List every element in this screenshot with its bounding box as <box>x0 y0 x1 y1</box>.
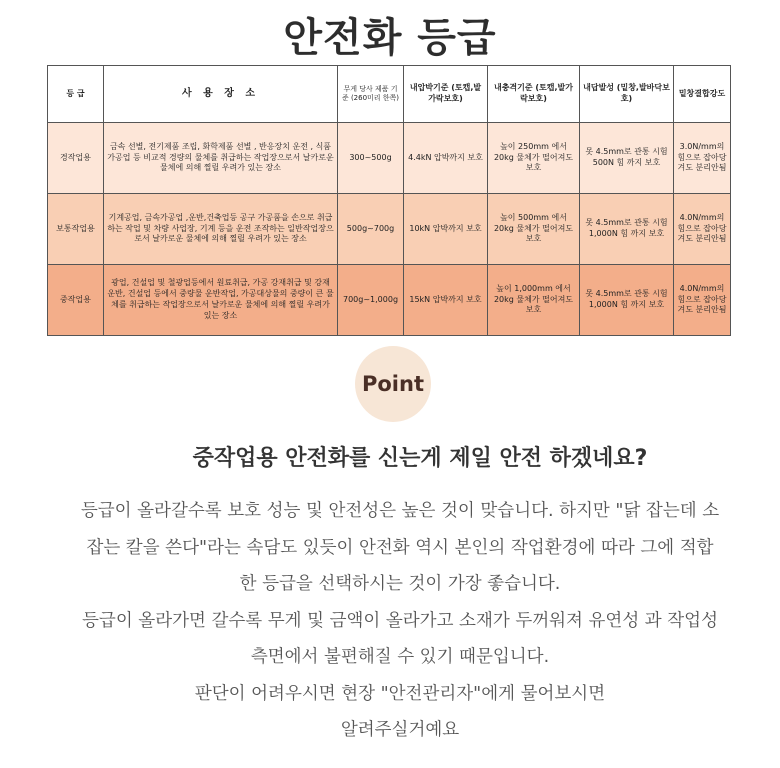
body-line: 등급이 올라갈수록 보호 성능 및 안전성은 높은 것이 맞습니다. 하지만 "닭 잡는데 소 <box>80 501 720 521</box>
table-row <box>48 194 731 265</box>
compression-cell: 10kN 압박까지 보호 <box>404 194 488 265</box>
header-impact: 내충격기준 (토캡,발가락보호) <box>488 66 580 123</box>
body-line: 측면에서 불편해질 수 있기 때문입니다. <box>250 647 550 667</box>
explanation-text <box>40 493 760 749</box>
header-bond: 밑창결합강도 <box>674 66 731 123</box>
place-cell: 금속 선별, 전기제품 조립, 화학제품 선별 , 반응장치 운전 , 식품 가공업 등 비교적 경량의 물체를 취급하는 작업장으로서 날카로운 물체에 의해 찔릴 우려가 있는 장소 <box>104 123 338 194</box>
header-weight: 무게 당사 제품 기준 (260미리 한쪽) <box>338 66 404 123</box>
weight-cell: 300~500g <box>338 123 404 194</box>
impact-cell: 높이 500mm 에서 20kg 물체가 떨어져도 보호 <box>488 194 580 265</box>
grade-cell: 중작업용 <box>48 265 104 336</box>
question-heading: 중작업용 안전화를 신는게 제일 안전 하겠네요? <box>192 446 648 471</box>
table-row <box>48 265 731 336</box>
place-cell: 광업, 건설업 및 철광업등에서 원료취급, 가공 강재취급 및 강재 운반, 건설업 등에서 중량물 운반작업, 가공대상물의 중량이 큰 물체를 취급하는 작업장으로서 날카로운 물체에 의해 찔릴 우려가 있는 장소 <box>104 265 338 336</box>
header-compression: 내압박기준 (토캡,발가락보호) <box>404 66 488 123</box>
safety-shoe-grade-table <box>47 65 731 336</box>
header-place: 사 용 장 소 <box>104 66 338 123</box>
bond-cell: 4.0N/mm의 힘으로 잡아당겨도 분리안됨 <box>674 265 731 336</box>
weight-cell: 500g~700g <box>338 194 404 265</box>
header-puncture: 내답발성 (밑창,발바닥보호) <box>580 66 674 123</box>
bond-cell: 3.0N/mm의 힘으로 잡아당겨도 분리안됨 <box>674 123 731 194</box>
puncture-cell: 못 4.5mm로 관통 시험 1,000N 힘 까지 보호 <box>580 194 674 265</box>
body-line: 잡는 칼을 쓴다"라는 속담도 있듯이 안전화 역시 본인의 작업환경에 따라 그에 적합 <box>86 537 714 558</box>
body-line: 알려주실거예요 <box>340 720 460 740</box>
body-line: 등급이 올라가면 갈수록 무게 및 금액이 올라가고 소재가 두꺼워져 유연성 과 작업성 <box>82 610 718 631</box>
grade-cell: 경작업용 <box>48 123 104 194</box>
bond-cell: 4.0N/mm의 힘으로 잡아당겨도 분리안됨 <box>674 194 731 265</box>
impact-cell: 높이 250mm 에서 20kg 물체가 떨어져도 보호 <box>488 123 580 194</box>
grade-cell: 보통작업용 <box>48 194 104 265</box>
compression-cell: 4.4kN 압박까지 보호 <box>404 123 488 194</box>
puncture-cell: 못 4.5mm로 관통 시험 500N 힘 까지 보호 <box>580 123 674 194</box>
puncture-cell: 못 4.5mm로 관통 시험 1,000N 힘 까지 보호 <box>580 265 674 336</box>
table-row <box>48 123 731 194</box>
table-header-row <box>48 66 731 123</box>
weight-cell: 700g~1,000g <box>338 265 404 336</box>
body-line: 판단이 어려우시면 현장 "안전관리자"에게 물어보시면 <box>194 683 606 704</box>
page-title: 안전화 등급 <box>283 15 497 61</box>
point-badge: Point <box>355 346 431 422</box>
compression-cell: 15kN 압박까지 보호 <box>404 265 488 336</box>
place-cell: 기계공업, 금속가공업 ,운반,건축업등 공구 가공품을 손으로 취급하는 작업 및 차량 사업장, 기계 등을 운전 조작하는 일반작업장으로서 날카로운 물체에 의해 찔릴 우려가 있는 장소 <box>104 194 338 265</box>
header-grade: 등 급 <box>48 66 104 123</box>
impact-cell: 높이 1,000mm 에서 20kg 물체가 떨어져도 보호 <box>488 265 580 336</box>
body-line: 한 등급을 선택하시는 것이 가장 좋습니다. <box>239 574 561 594</box>
